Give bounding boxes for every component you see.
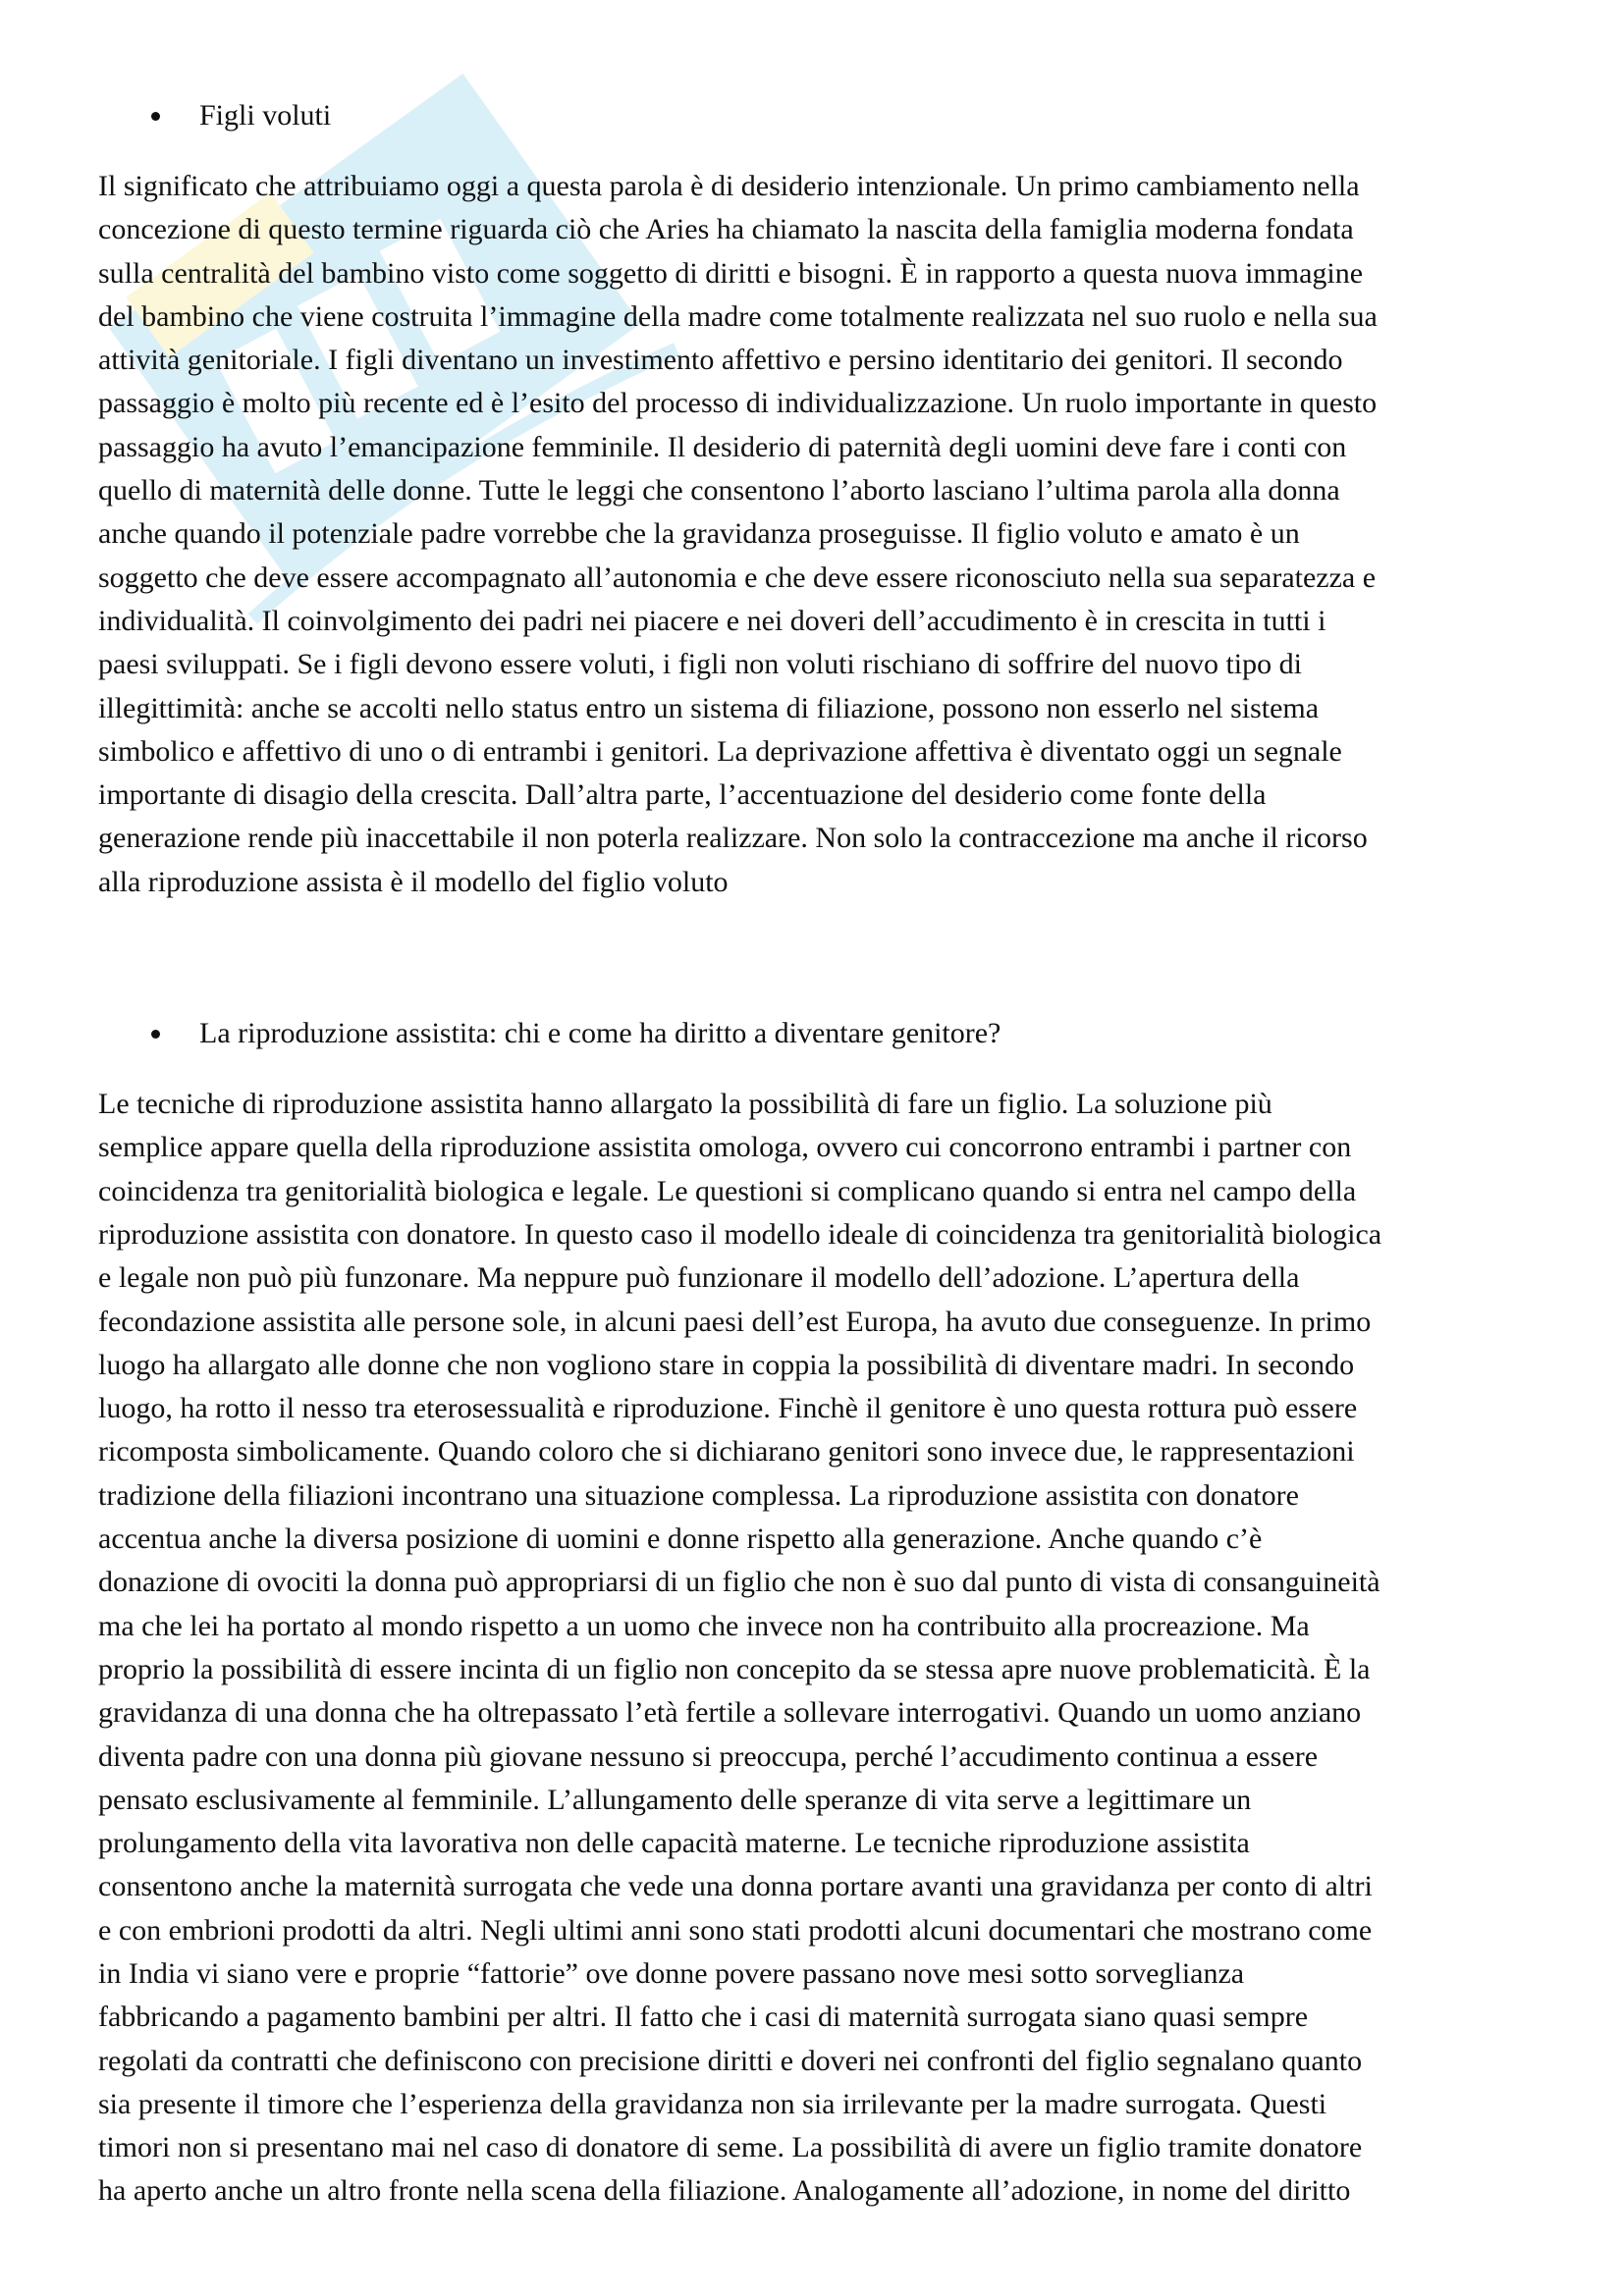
- text-line: Le tecniche di riproduzione assistita hanno allargato la possibilità di fare un figlio. La soluzione più: [98, 1088, 1272, 1121]
- text-line: e con embrioni prodotti da altri. Negli ultimi anni sono stati prodotti alcuni documentari che mostrano come: [98, 1913, 1373, 1947]
- text-line: prolungamento della vita lavorativa non delle capacità materne. Le tecniche riproduzione assistita: [98, 1827, 1250, 1860]
- text-line: tradizione della filiazioni incontrano una situazione complessa. La riproduzione assistita con donatore: [98, 1478, 1299, 1512]
- text-line: anche quando il potenziale padre vorrebbe che la gravidanza proseguisse. Il figlio voluto e amato è un: [98, 517, 1300, 551]
- text-line: semplice appare quella della riproduzione assistita omologa, ovvero cui concorrono entrambi i partner con: [98, 1131, 1352, 1164]
- text-line: illegittimità: anche se accolti nello status entro un sistema di filiazione, possono non esserlo nel sistema: [98, 691, 1320, 724]
- text-line: ma che lei ha portato al mondo rispetto a un uomo che invece non ha contribuito alla procreazione. Ma: [98, 1609, 1310, 1642]
- text-line: pensato esclusivamente al femminile. L’allungamento delle speranze di vita serve a legittimare un: [98, 1783, 1252, 1816]
- section-heading-text: La riproduzione assistita: chi e come ha diritto a diventare genitore?: [199, 1017, 1001, 1050]
- text-line: simbolico e affettivo di uno o di entrambi i genitori. La deprivazione affettiva è diventato oggi un segnale: [98, 734, 1342, 768]
- text-line: regolati da contratti che definiscono con precisione diritti e doveri nei confronti del figlio segnalano quanto: [98, 2044, 1363, 2077]
- bullet-icon: [151, 112, 160, 121]
- document-page: [98, 94, 1542, 2214]
- text-line: ha aperto anche un altro fronte nella scena della filiazione. Analogamente all’adozione, in nome del diritto: [98, 2174, 1351, 2208]
- text-line: proprio la possibilità di essere incinta di un figlio non concepito da se stessa apre nuove problematicità. È la: [98, 1652, 1371, 1685]
- text-line: timori non si presentano mai nel caso di donatore di seme. La possibilità di avere un figlio tramite donatore: [98, 2131, 1363, 2164]
- text-line: alla riproduzione assista è il modello del figlio voluto: [98, 865, 729, 898]
- text-line: Il significato che attribuiamo oggi a questa parola è di desiderio intenzionale. Un primo cambiamento nella: [98, 170, 1360, 202]
- text-line: e legale non può più funzonare. Ma neppure può funzionare il modello dell’adozione. L’apertura della: [98, 1261, 1300, 1295]
- text-line: individualità. Il coinvolgimento dei padri nei piacere e nei doveri dell’accudimento è in crescita in tutti i: [98, 604, 1326, 637]
- text-line: quello di maternità delle donne. Tutte le leggi che consentono l’aborto lasciano l’ultima parola alla donna: [98, 474, 1340, 507]
- section-body-riproduzione-assistita: [98, 1083, 1542, 2214]
- text-line: donazione di ovociti la donna può appropriarsi di un figlio che non è suo dal punto di vista di consanguineità: [98, 1566, 1380, 1599]
- text-line: generazione rende più inaccettabile il non poterla realizzare. Non solo la contraccezione ma anche il ricorso: [98, 822, 1368, 855]
- text-line: luogo, ha rotto il nesso tra eterosessualità e riproduzione. Finchè il genitore è uno questa rottura può essere: [98, 1392, 1358, 1425]
- text-line: attività genitoriale. I figli diventano un investimento affettivo e persino identitario dei genitori. Il secondo: [98, 344, 1343, 377]
- text-line: in India vi siano vere e proprie “fattorie” ove donne povere passano nove mesi sotto sorveglianza: [98, 1956, 1245, 1990]
- text-line: importante di disagio della crescita. Dall’altra parte, l’accentuazione del desiderio come fonte della: [98, 778, 1267, 812]
- text-line: passaggio ha avuto l’emancipazione femminile. Il desiderio di paternità degli uomini deve fare i conti con: [98, 430, 1347, 463]
- section-body-figli-voluti: [98, 165, 1542, 904]
- text-line: passaggio è molto più recente ed è l’esito del processo di individualizzazione. Un ruolo importante in questo: [98, 387, 1378, 420]
- text-line: luogo ha allargato alle donne che non vogliono stare in coppia la possibilità di diventare madri. In secondo: [98, 1348, 1355, 1381]
- section-heading-text: Figli voluti: [199, 99, 332, 132]
- text-line: concezione di questo termine riguarda ciò che Aries ha chiamato la nascita della famiglia moderna fondata: [98, 213, 1354, 246]
- text-line: gravidanza di una donna che ha oltrepassato l’età fertile a sollevare interrogativi. Quando un uomo anziano: [98, 1696, 1362, 1730]
- text-line: diventa padre con una donna più giovane nessuno si preoccupa, perché l’accudimento continua a essere: [98, 1739, 1319, 1773]
- text-line: del bambino che viene costruita l’immagine della madre come totalmente realizzata nel suo ruolo e nella sua: [98, 299, 1378, 333]
- text-line: coincidenza tra genitorialità biologica e legale. Le questioni si complicano quando si entra nel campo della: [98, 1174, 1357, 1207]
- bullet-icon: [151, 1030, 160, 1039]
- text-line: sulla centralità del bambino visto come soggetto di diritti e bisogni. È in rapporto a questa nuova immagine: [98, 256, 1364, 290]
- text-line: fabbricando a pagamento bambini per altri. Il fatto che i casi di maternità surrogata siano quasi sempre: [98, 2001, 1309, 2034]
- text-line: consentono anche la maternità surrogata che vede una donna portare avanti una gravidanza per conto di altri: [98, 1870, 1373, 1903]
- text-line: accentua anche la diversa posizione di uomini e donne rispetto alla generazione. Anche quando c’è: [98, 1522, 1263, 1556]
- section-heading-riproduzione-assistita: [98, 1012, 1542, 1055]
- text-line: sia presente il timore che l’esperienza della gravidanza non sia irrilevante per la madre surrogata. Questi: [98, 2087, 1327, 2120]
- text-line: riproduzione assistita con donatore. In questo caso il modello ideale di coincidenza tra genitorialità biologica: [98, 1217, 1382, 1251]
- section-heading-figli-voluti: [98, 94, 1542, 137]
- text-line: soggetto che deve essere accompagnato all’autonomia e che deve essere riconosciuto nella sua separatezza e: [98, 561, 1377, 594]
- text-line: fecondazione assistita alle persone sole, in alcuni paesi dell’est Europa, ha avuto due conseguenze. In primo: [98, 1305, 1372, 1338]
- text-line: ricomposta simbolicamente. Quando coloro che si dichiarano genitori sono invece due, le rappresentazioni: [98, 1435, 1355, 1468]
- text-line: paesi sviluppati. Se i figli devono essere voluti, i figli non voluti rischiano di soffrire del nuovo tipo di: [98, 648, 1302, 681]
